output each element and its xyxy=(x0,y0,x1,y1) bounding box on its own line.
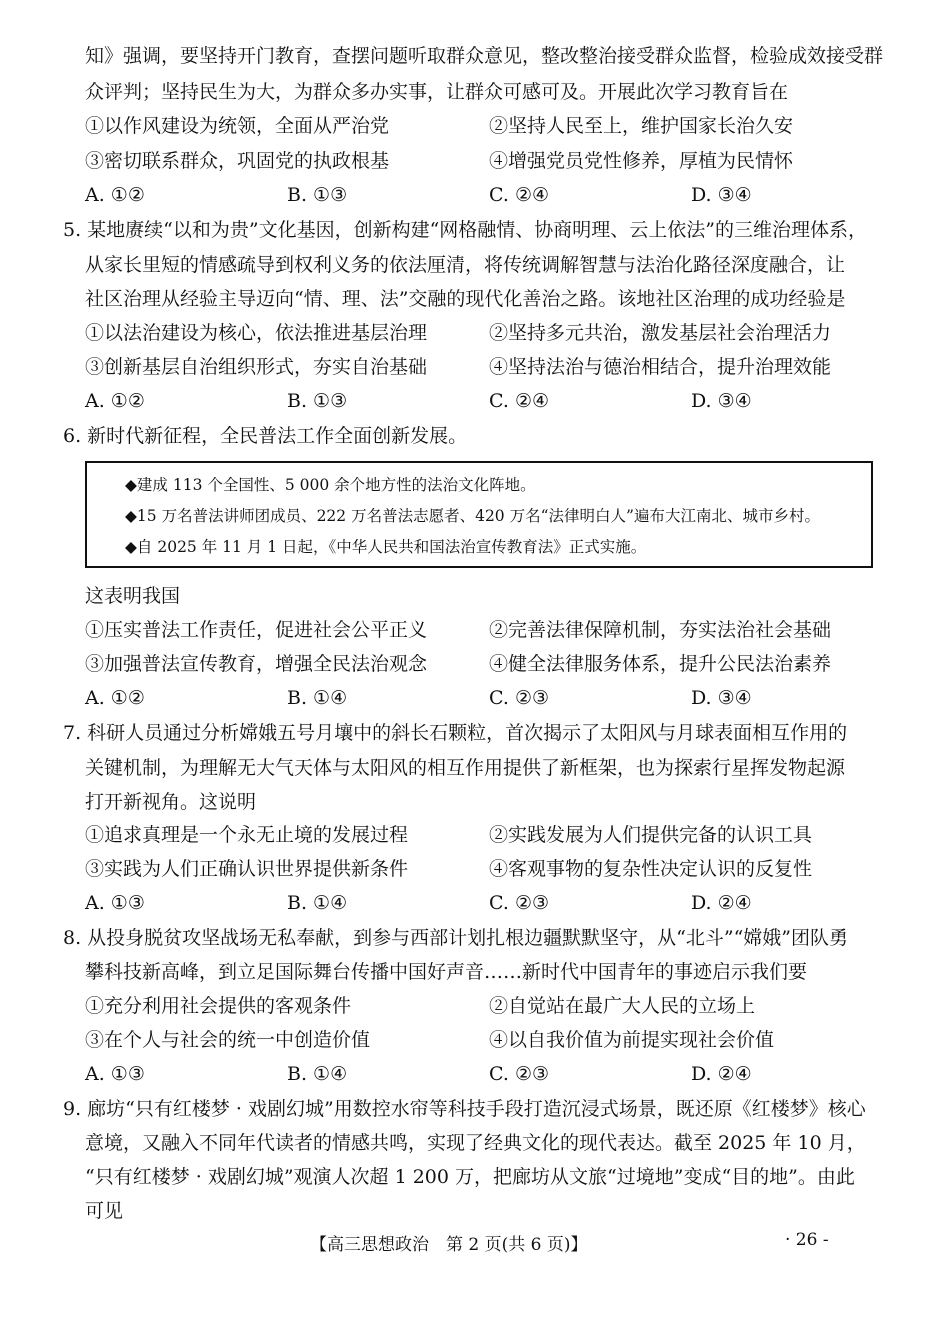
q4-option-2: ②坚持人民至上，维护国家长治久安 xyxy=(489,115,794,137)
q8-option-3: ③在个人与社会的统一中创造价值 xyxy=(85,1029,371,1051)
q5-choice-d: D. ③④ xyxy=(691,390,752,412)
q8-choice-d: D. ②④ xyxy=(691,1063,752,1085)
q6-choice-c: C. ②③ xyxy=(489,687,550,709)
q8-choice-c: C. ②③ xyxy=(489,1063,550,1085)
q9-stem-line-1: 9. 廊坊“只有红楼梦 · 戏剧幻城”用数控水帘等科技手段打造沉浸式场景，既还原《红楼梦》核心 xyxy=(63,1098,866,1120)
q9-stem-line-3: “只有红楼梦 · 戏剧幻城”观演人次超 1 200 万，把廊坊从文旅“过境地”变成“目的地”。由此 xyxy=(85,1166,855,1188)
q7-option-4: ④客观事物的复杂性决定认识的反复性 xyxy=(489,858,813,880)
q5-choice-b: B. ①③ xyxy=(287,390,348,412)
q7-stem-line-2: 关键机制，为理解无大气天体与太阳风的相互作用提供了新框架，也为探索行星挥发物起源 xyxy=(85,757,846,779)
q8-stem-line-1: 8. 从投身脱贫攻坚战场无私奉献，到参与西部计划扎根边疆默默坚守，从“北斗”“嫦娥”团队勇 xyxy=(63,927,849,949)
q4-choice-a: A. ①② xyxy=(85,184,145,206)
q7-choice-d: D. ②④ xyxy=(691,892,752,914)
q5-stem-line-1: 5. 某地赓续“以和为贵”文化基因，创新构建“网格融情、协商明理、云上依法”的三维治理体系， xyxy=(63,219,868,241)
q5-choice-c: C. ②④ xyxy=(489,390,550,412)
q6-box-line-1: ◆建成 113 个全国性、5 000 余个地方性的法治文化阵地。 xyxy=(125,476,536,494)
q5-option-2: ②坚持多元共治，激发基层社会治理活力 xyxy=(489,322,832,344)
page-number-code: · 26 - xyxy=(785,1230,829,1250)
q5-option-1: ①以法治建设为核心，依法推进基层治理 xyxy=(85,322,428,344)
q6-lead: 这表明我国 xyxy=(85,585,181,607)
q6-option-2: ②完善法律保障机制，夯实法治社会基础 xyxy=(489,619,832,641)
q6-choice-a: A. ①② xyxy=(85,687,145,709)
q4-option-4: ④增强党员党性修养，厚植为民情怀 xyxy=(489,150,794,172)
q4-stem-line-1: 知》强调，要坚持开门教育，查摆问题听取群众意见，整改整治接受群众监督，检验成效接受群 xyxy=(85,45,884,67)
q6-choice-d: D. ③④ xyxy=(691,687,752,709)
q6-box-line-3: ◆自 2025 年 11 月 1 日起，《中华人民共和国法治宣传教育法》正式实施。 xyxy=(125,538,647,556)
page-footer-label: 【高三思想政治 第 2 页(共 6 页)】 xyxy=(310,1235,588,1255)
q7-option-2: ②实践发展为人们提供完备的认识工具 xyxy=(489,824,813,846)
q5-option-3: ③创新基层自治组织形式，夯实自治基础 xyxy=(85,356,428,378)
q4-option-1: ①以作风建设为统领，全面从严治党 xyxy=(85,115,390,137)
q5-choice-a: A. ①② xyxy=(85,390,145,412)
q6-material-box xyxy=(85,461,873,568)
q8-option-1: ①充分利用社会提供的客观条件 xyxy=(85,995,352,1017)
q4-choice-c: C. ②④ xyxy=(489,184,550,206)
q6-option-1: ①压实普法工作责任，促进社会公平正义 xyxy=(85,619,428,641)
q6-stem: 6. 新时代新征程，全民普法工作全面创新发展。 xyxy=(63,425,468,447)
q4-choice-d: D. ③④ xyxy=(691,184,752,206)
q8-option-4: ④以自我价值为前提实现社会价值 xyxy=(489,1029,775,1051)
q9-stem-line-4: 可见 xyxy=(85,1200,124,1222)
q8-option-2: ②自觉站在最广大人民的立场上 xyxy=(489,995,756,1017)
q7-stem-line-1: 7. 科研人员通过分析嫦娥五号月壤中的斜长石颗粒，首次揭示了太阳风与月球表面相互作用的 xyxy=(63,722,848,744)
q5-option-4: ④坚持法治与德治相结合，提升治理效能 xyxy=(489,356,832,378)
q4-option-3: ③密切联系群众，巩固党的执政根基 xyxy=(85,150,390,172)
q7-option-3: ③实践为人们正确认识世界提供新条件 xyxy=(85,858,409,880)
q4-choice-b: B. ①③ xyxy=(287,184,348,206)
q7-option-1: ①追求真理是一个永无止境的发展过程 xyxy=(85,824,409,846)
q7-choice-b: B. ①④ xyxy=(287,892,348,914)
q8-choice-a: A. ①③ xyxy=(85,1063,145,1085)
q5-stem-line-2: 从家长里短的情感疏导到权利义务的依法厘清，将传统调解智慧与法治化路径深度融合，让 xyxy=(85,254,846,276)
q7-stem-line-3: 打开新视角。这说明 xyxy=(85,791,257,813)
q8-stem-line-2: 攀科技新高峰，到立足国际舞台传播中国好声音……新时代中国青年的事迹启示我们要 xyxy=(85,961,808,983)
q5-stem-line-3: 社区治理从经验主导迈向“情、理、法”交融的现代化善治之路。该地社区治理的成功经验是 xyxy=(85,288,846,310)
q4-stem-line-2: 众评判；坚持民生为大，为群众多办实事，让群众可感可及。开展此次学习教育旨在 xyxy=(85,81,789,103)
q6-box-line-2: ◆15 万名普法讲师团成员、222 万名普法志愿者、420 万名“法律明白人”遍布大江南北、城市乡村。 xyxy=(125,507,820,525)
q7-choice-c: C. ②③ xyxy=(489,892,550,914)
q8-choice-b: B. ①④ xyxy=(287,1063,348,1085)
q6-option-3: ③加强普法宣传教育，增强全民法治观念 xyxy=(85,653,428,675)
q7-choice-a: A. ①③ xyxy=(85,892,145,914)
q6-option-4: ④健全法律服务体系，提升公民法治素养 xyxy=(489,653,832,675)
q6-choice-b: B. ①④ xyxy=(287,687,348,709)
q9-stem-line-2: 意境，又融入不同年代读者的情感共鸣，实现了经典文化的现代表达。截至 2025 年 10 月， xyxy=(85,1132,866,1154)
